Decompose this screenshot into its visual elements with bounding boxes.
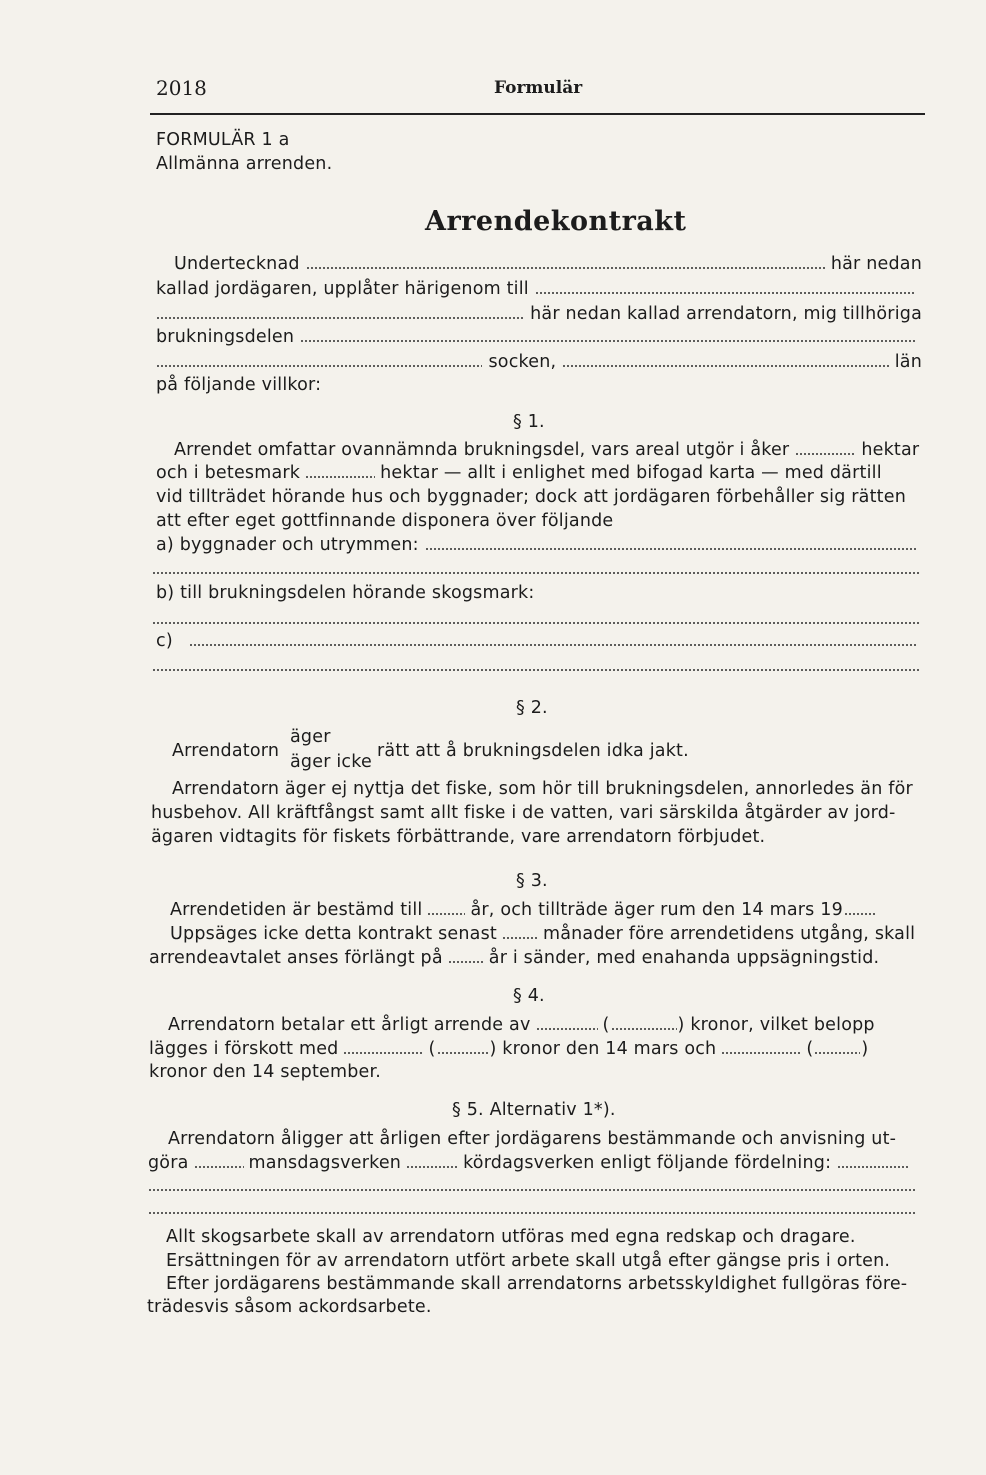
fill-line-arrendator[interactable] <box>535 292 916 294</box>
fill-fordelning[interactable] <box>837 1166 908 1168</box>
fill-line-socken[interactable] <box>562 365 888 367</box>
s5-line-1: Arrendatorn åligger att årligen efter jordägarens bestämmande och anvisning ut- <box>168 1129 897 1149</box>
intro-line-5 <box>156 352 922 372</box>
fill-mansdagsverken[interactable] <box>194 1166 244 1168</box>
s1-line-4: att efter eget gottfinnande disponera över följande <box>156 511 614 531</box>
s4-text: ) kronor, vilket belopp <box>677 1015 875 1035</box>
s1-text: a) byggnader och utrymmen: <box>156 535 419 555</box>
s2-option-ager[interactable]: äger <box>290 727 331 747</box>
s5-para-3: Efter jordägarens bestämmande skall arrendatorns arbetsskyldighet fullgöras före- <box>166 1274 908 1294</box>
intro-text: här nedan <box>830 254 922 274</box>
s1-text: Arrendet omfattar ovannämnda brukningsdel, vars areal utgör i åker <box>174 440 790 460</box>
fill-line-undertecknad[interactable] <box>306 267 825 269</box>
fill-item-c[interactable] <box>189 644 916 646</box>
fill-line-brukningsdel-cont[interactable] <box>156 365 482 367</box>
s4-text: lägges i förskott med <box>149 1039 339 1059</box>
section-3-heading: § 3. <box>516 871 548 891</box>
fill-skogsmark[interactable] <box>152 622 920 624</box>
intro-line-3 <box>156 304 922 324</box>
s3-line-2 <box>170 924 915 944</box>
section-1-heading: § 1. <box>513 412 545 432</box>
fill-byggnader[interactable] <box>425 548 916 550</box>
section-2-heading: § 2. <box>516 698 548 718</box>
s1-item-b: b) till brukningsdelen hörande skogsmark: <box>156 583 535 603</box>
running-title: Formulär <box>494 78 583 98</box>
fill-forlangt-ar[interactable] <box>448 961 484 963</box>
s3-text: månader före arrendetidens utgång, skall <box>542 924 916 944</box>
intro-text: socken, <box>488 352 557 372</box>
fill-september-words[interactable] <box>814 1052 860 1054</box>
fill-hektar-betesmark[interactable] <box>305 476 375 478</box>
s3-text: år, och tillträde äger rum den 14 mars 19 <box>470 900 843 920</box>
fill-kordagsverken[interactable] <box>406 1166 458 1168</box>
s2-para-line-1: Arrendatorn äger ej nyttja det fiske, som hör till brukningsdelen, annorledes än för <box>172 779 913 799</box>
fill-forskott-words[interactable] <box>437 1052 489 1054</box>
s3-text: Uppsäges icke detta kontrakt senast <box>170 924 497 944</box>
fill-arrendetid-ar[interactable] <box>427 913 465 915</box>
s1-item-c <box>156 631 922 651</box>
s5-para-2: Ersättningen för av arrendatorn utfört arbete skall utgå efter gängse pris i orten. <box>166 1251 891 1271</box>
intro-text: här nedan kallad arrendatorn, mig tillhöriga <box>530 304 922 324</box>
intro-text: län <box>894 352 922 372</box>
fill-byggnader-cont[interactable] <box>152 572 920 574</box>
fill-fordelning-cont-2[interactable] <box>148 1212 916 1214</box>
s1-line-3: vid tillträdet hörande hus och byggnader; dock att jordägaren förbehåller sig rätten <box>156 487 906 507</box>
fill-september-kr[interactable] <box>721 1052 801 1054</box>
intro-text: kallad jordägaren, upplåter härigenom till <box>156 279 529 299</box>
fill-hektar-aker[interactable] <box>795 453 855 455</box>
document-title: Arrendekontrakt <box>425 206 687 237</box>
s4-line-1 <box>168 1015 875 1035</box>
s3-line-3 <box>149 948 879 968</box>
s4-text: ( <box>602 1015 610 1035</box>
fill-line-brukningsdel[interactable] <box>300 340 916 342</box>
s5-text: kördagsverken enligt följande fördelning: <box>463 1153 832 1173</box>
fill-arrende-kr[interactable] <box>536 1028 598 1030</box>
section-5-heading: § 5. Alternativ 1*). <box>452 1100 616 1120</box>
s5-text: mansdagsverken <box>248 1153 402 1173</box>
form-code: FORMULÄR 1 a <box>156 130 290 150</box>
section-4-heading: § 4. <box>513 986 545 1006</box>
s2-tail: rätt att å brukningsdelen idka jakt. <box>377 741 689 761</box>
s3-text: Arrendetiden är bestämd till <box>170 900 423 920</box>
s4-text: ) <box>861 1039 869 1059</box>
s3-text: arrendeavtalet anses förlängt på <box>149 948 443 968</box>
fill-forskott-kr[interactable] <box>343 1052 423 1054</box>
intro-text: brukningsdelen <box>156 327 295 347</box>
fill-ar-19[interactable] <box>844 913 876 915</box>
s1-line-1 <box>174 440 922 460</box>
header-rule <box>150 113 925 115</box>
s2-para-line-2: husbehov. All kräftfångst samt allt fiske i de vatten, vari särskilda åtgärder av jord- <box>151 803 896 823</box>
s4-text: ( <box>806 1039 814 1059</box>
s4-line-3: kronor den 14 september. <box>149 1062 382 1082</box>
intro-text: Undertecknad <box>174 254 300 274</box>
s5-line-2 <box>148 1153 914 1173</box>
s5-para-4: trädesvis såsom ackordsarbete. <box>147 1297 432 1317</box>
s5-para-1: Allt skogsarbete skall av arrendatorn utföras med egna redskap och dragare. <box>166 1227 856 1247</box>
s4-text: ) kronor den 14 mars och <box>489 1039 717 1059</box>
s1-text: hektar — allt i enlighet med bifogad karta — med därtill <box>380 463 882 483</box>
s2-option-ager-icke[interactable]: äger icke <box>290 752 372 772</box>
fill-arrende-words[interactable] <box>611 1028 677 1030</box>
fill-manader[interactable] <box>502 937 538 939</box>
s2-para-line-3: ägaren vidtagits för fiskets förbättrande, vare arrendatorn förbjudet. <box>151 827 766 847</box>
s3-line-1 <box>170 900 881 920</box>
fill-fordelning-cont[interactable] <box>148 1189 916 1191</box>
s4-text: Arrendatorn betalar ett årligt arrende av <box>168 1015 531 1035</box>
s4-text: ( <box>428 1039 436 1059</box>
intro-line-2 <box>156 279 922 299</box>
intro-line-1 <box>174 254 922 274</box>
s1-text: c) <box>156 631 173 651</box>
fill-item-c-cont[interactable] <box>152 669 920 671</box>
s2-lead: Arrendatorn <box>172 741 280 761</box>
s1-text: hektar <box>861 440 920 460</box>
s1-text: och i betesmark <box>156 463 301 483</box>
intro-line-4 <box>156 327 922 347</box>
form-subtitle: Allmänna arrenden. <box>156 154 333 174</box>
s1-line-2 <box>156 463 922 483</box>
fill-line-arrendator-cont[interactable] <box>156 317 524 319</box>
s4-line-2 <box>149 1039 868 1059</box>
s5-text: göra <box>148 1153 189 1173</box>
intro-line-6: på följande villkor: <box>156 375 322 395</box>
page-number: 2018 <box>156 76 207 100</box>
s3-text: år i sänder, med enahanda uppsägningstid. <box>488 948 880 968</box>
s1-item-a <box>156 535 922 555</box>
